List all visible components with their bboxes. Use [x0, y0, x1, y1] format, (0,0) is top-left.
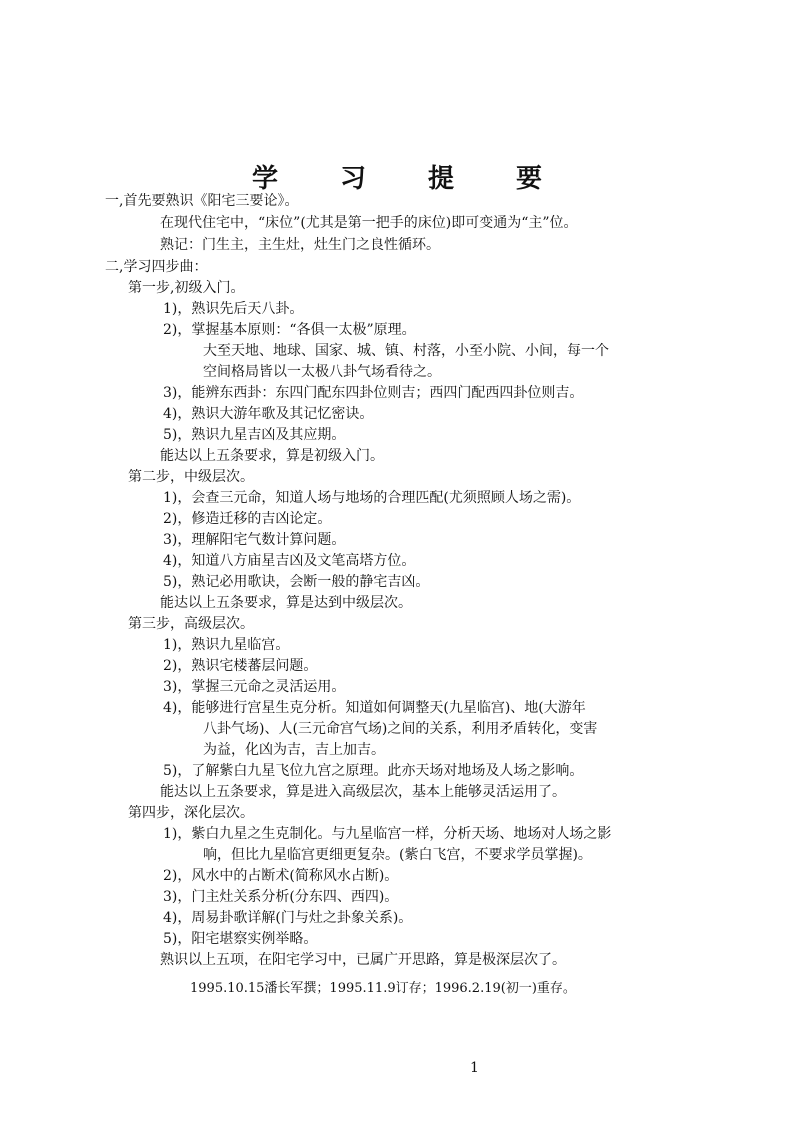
summary-line: 能达以上五条要求，算是进入高级层次，基本上能够灵活运用了。	[160, 784, 566, 800]
list-item: 4)，周易卦歌详解(门与灶之卦象关系)。	[163, 910, 413, 926]
list-item: 4)，能够进行宫星生克分析。知道如何调整天(九星临宫)、地(大游年	[163, 700, 586, 716]
list-item-continuation: 空间格局皆以一太极八卦气场看待之。	[203, 364, 441, 380]
step-heading: 第二步，中级层次。	[128, 469, 254, 485]
paragraph-line: 在现代住宅中，“床位”(尤其是第一把手的床位)即可变通为“主”位。	[160, 215, 578, 231]
list-item: 3)，能辨东西卦：东四门配东四卦位则吉；西四门配西四卦位则吉。	[163, 385, 584, 401]
list-item: 2)，熟识宅楼蕃层问题。	[163, 658, 318, 674]
title-char: 学	[252, 164, 279, 194]
title-char: 提	[427, 164, 454, 194]
list-item: 4)，熟识大游年歌及其记忆密诀。	[163, 406, 374, 422]
paragraph-line: 熟记：门生主，主生灶，灶生门之良性循环。	[160, 237, 440, 253]
page-title	[252, 158, 542, 195]
list-item: 5)，阳宅堪察实例举略。	[163, 931, 318, 947]
section-heading: 一,首先要熟识《阳宅三要论》。	[105, 193, 299, 209]
list-item: 1)，熟识先后天八卦。	[163, 301, 304, 317]
summary-line: 能达以上五条要求，算是达到中级层次。	[160, 595, 412, 611]
title-char: 要	[515, 164, 542, 194]
list-item: 3)，掌握三元命之灵活运用。	[163, 679, 346, 695]
list-item-continuation: 大至天地、地球、国家、城、镇、村落，小至小院、小间，每一个	[203, 343, 609, 359]
list-item-continuation: 为益，化凶为吉，吉上加吉。	[203, 742, 385, 758]
list-item: 2)，掌握基本原则：“各俱一太极”原理。	[163, 322, 416, 338]
list-item: 3)，理解阳宅气数计算问题。	[163, 532, 346, 548]
title-char: 习	[339, 164, 366, 194]
list-item: 3)，门主灶关系分析(分东四、西四)。	[163, 889, 399, 905]
list-item-continuation: 响，但比九星临宫更细更复杂。(紫白飞宫，不要求学员掌握)。	[203, 847, 592, 863]
section-heading: 二,学习四步曲：	[105, 259, 208, 275]
signature-line: 1995.10.15潘长军撰；1995.11.9订存；1996.2.19(初一)重存。	[190, 981, 576, 996]
list-item: 5)，熟记必用歌诀，会断一般的静宅吉凶。	[163, 574, 430, 590]
step-heading: 第四步，深化层次。	[128, 805, 254, 821]
list-item: 1)，紫白九星之生克制化。与九星临宫一样，分析天场、地场对人场之影	[163, 826, 612, 842]
list-item: 1)，会查三元命，知道人场与地场的合理匹配(尤须照顾人场之需)。	[163, 490, 581, 506]
list-item: 1)，熟识九星临宫。	[163, 637, 290, 653]
summary-line: 能达以上五条要求，算是初级入门。	[160, 448, 384, 464]
list-item: 5)，了解紫白九星飞位九宫之原理。此亦天场对地场及人场之影响。	[163, 763, 584, 779]
summary-line: 熟识以上五项，在阳宅学习中，已属广开思路，算是极深层次了。	[160, 952, 566, 968]
page-number: 1	[470, 1060, 479, 1076]
list-item: 2)，风水中的占断术(简称风水占断)。	[163, 868, 399, 884]
step-heading: 第一步,初级入门。	[128, 280, 245, 296]
list-item: 5)，熟识九星吉凶及其应期。	[163, 427, 346, 443]
list-item-continuation: 八卦气场)、人(三元命宫气场)之间的关系，利用矛盾转化，变害	[203, 721, 598, 737]
list-item: 4)，知道八方庙星吉凶及文笔高塔方位。	[163, 553, 416, 569]
list-item: 2)，修造迁移的吉凶论定。	[163, 511, 332, 527]
step-heading: 第三步，高级层次。	[128, 616, 254, 632]
